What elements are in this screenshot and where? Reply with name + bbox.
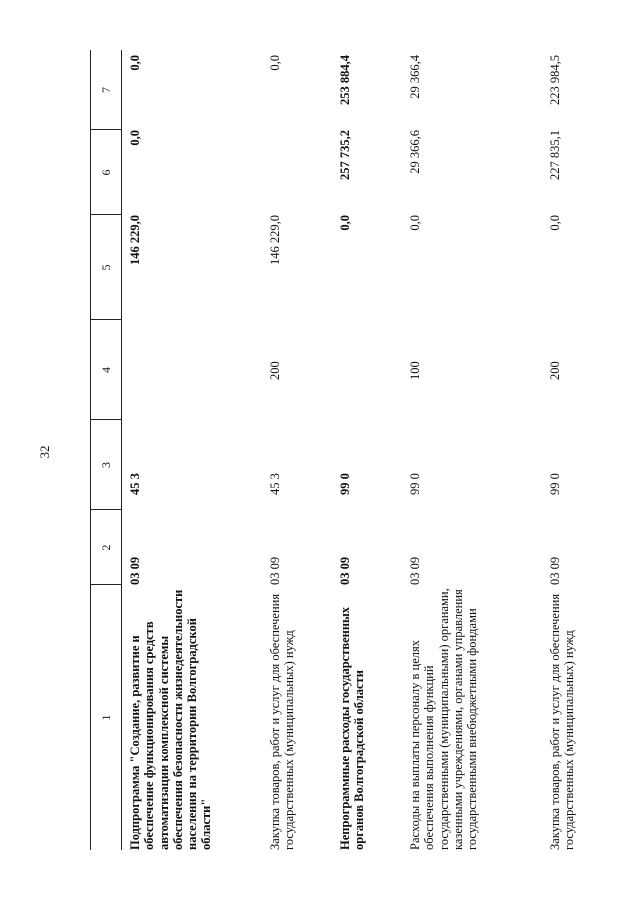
row-expense-type: 200 <box>548 361 562 380</box>
row-value-col6: 257 735,2 <box>338 130 352 180</box>
column-header-3: 3 <box>99 462 113 468</box>
row-value-col5: 0,0 <box>338 215 352 231</box>
row-expense-type: 100 <box>408 361 422 380</box>
row-value-col7: 223 984,5 <box>548 55 562 105</box>
row-value-col5: 146 229,0 <box>268 215 282 265</box>
row-value-col5: 0,0 <box>408 215 422 231</box>
row-value-col7: 0,0 <box>128 55 142 71</box>
column-header-7: 7 <box>99 87 113 93</box>
row-name: Непрограммные расходы государственных органов Волгоградской области <box>338 606 367 850</box>
column-header-6: 6 <box>99 169 113 176</box>
row-value-col6: 0,0 <box>128 130 142 146</box>
row-name: Закупка товаров, работ и услуг для обеспечения государственных (муниципальных) нужд <box>268 593 297 850</box>
row-target-code: 99 0 <box>408 473 422 495</box>
row-section-code: 03 09 <box>338 556 352 585</box>
row-name: Подпрограмма "Создание, развитие и обеспечение функционирования средств автоматизации комплексной системы обеспечения безопасности жизнедеятельности населения на территории Волгоградской области" <box>128 589 214 850</box>
row-value-col7: 253 884,4 <box>338 55 352 105</box>
row-target-code: 45 3 <box>268 473 282 495</box>
row-expense-type: 200 <box>268 361 282 380</box>
column-header-5: 5 <box>99 264 113 271</box>
row-value-col5: 146 229,0 <box>128 215 142 265</box>
table-header <box>90 50 122 850</box>
row-value-col6: 29 366,6 <box>408 130 422 174</box>
row-value-col5: 0,0 <box>548 215 562 231</box>
row-name: Расходы на выплаты персоналу в целях обеспечения выполнения функций государственными (муниципальными) органами, казенными учреждениями, органами управления государственными внебюджетными фондами <box>408 588 480 850</box>
row-section-code: 03 09 <box>548 556 562 585</box>
row-value-col7: 29 366,4 <box>408 55 422 99</box>
column-header-2: 2 <box>99 544 113 551</box>
row-target-code: 45 3 <box>128 473 142 495</box>
row-section-code: 03 09 <box>268 556 282 585</box>
row-target-code: 99 0 <box>548 473 562 495</box>
page-number: 32 <box>37 445 52 459</box>
row-name: Закупка товаров, работ и услуг для обеспечения государственных (муниципальных) нужд <box>548 593 577 850</box>
budget-table <box>90 50 640 850</box>
row-value-col7: 0,0 <box>268 55 282 71</box>
column-header-1: 1 <box>99 714 113 721</box>
row-value-col6: 227 835,1 <box>548 130 562 180</box>
column-header-4: 4 <box>99 367 113 373</box>
row-target-code: 99 0 <box>338 473 352 495</box>
row-section-code: 03 09 <box>408 556 422 585</box>
row-section-code: 03 09 <box>128 556 142 585</box>
